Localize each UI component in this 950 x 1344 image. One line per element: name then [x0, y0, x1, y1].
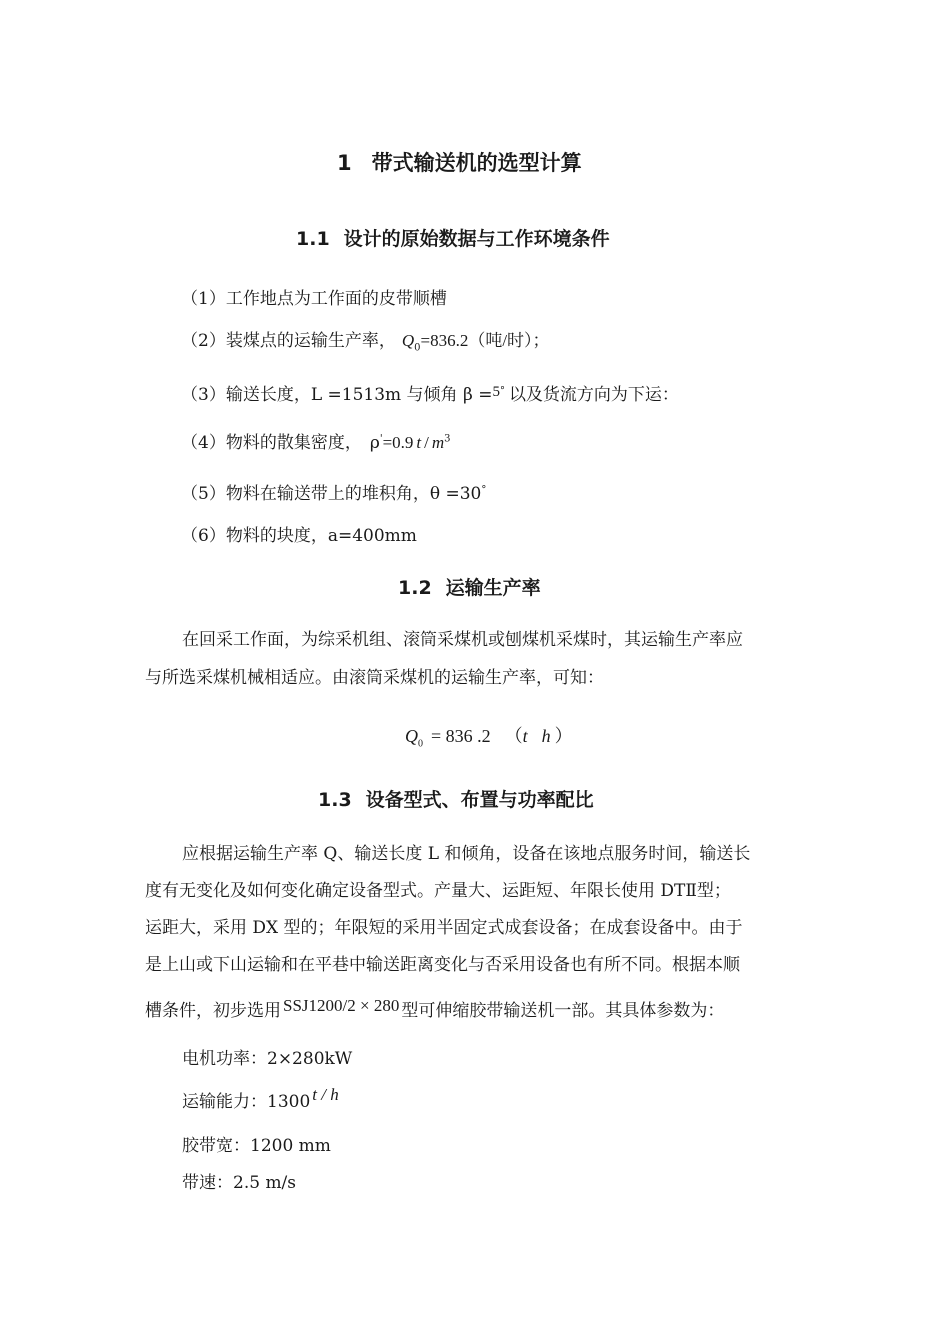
section-heading-1-3	[318, 785, 594, 812]
section-title: 设计的原始数据与工作环境条件	[343, 228, 610, 250]
item-prefix: （4）	[181, 433, 226, 453]
paragraph-line: 是上山或下山运输和在平巷中输送距离变化与否采用设备也有所不同。根据本顺	[145, 955, 740, 975]
degree-symbol: °	[499, 385, 505, 397]
paragraph-line: 应根据运输生产率 Q、输送长度 L 和倾角，设备在该地点服务时间，输送长	[182, 844, 751, 864]
list-item-5	[181, 479, 486, 504]
section-number: 1.3	[318, 789, 352, 811]
spec-capacity	[182, 1087, 339, 1112]
item-prefix: （5）	[181, 484, 226, 504]
chapter-number: 1	[337, 151, 352, 175]
section-number: 1.2	[398, 577, 432, 599]
item-text: 物料的块度，a=400mm	[225, 526, 417, 546]
item-text: 物料的散集密度，	[225, 433, 362, 453]
item-text: 输送长度，L =1513m 与倾角 β =	[225, 385, 493, 405]
degree-symbol: °	[481, 484, 487, 496]
section-heading-1-2	[398, 573, 541, 600]
paragraph-line: 运距大，采用 DX 型的；年限短的采用半固定式成套设备；在成套设备中。由于	[145, 918, 743, 938]
list-item-4	[181, 428, 451, 453]
spec-belt-width: 胶带宽：1200 mm	[182, 1136, 331, 1156]
item-text: 物料在输送带上的堆积角，θ =30	[225, 484, 482, 504]
section-title: 运输生产率	[445, 577, 541, 599]
spec-label: 运输能力：1300	[182, 1092, 311, 1112]
paragraph-line: 度有无变化及如何变化确定设备型式。产量大、运距短、年限长使用 DTⅡ型；	[145, 881, 731, 901]
paragraph-line	[145, 992, 724, 1030]
item-value: =836.2（吨/时）；	[420, 331, 550, 350]
section-heading-1-1	[296, 224, 610, 251]
unit-h: h	[541, 726, 551, 746]
unit-t: t	[522, 726, 528, 746]
list-item-6	[181, 521, 417, 546]
chapter-title: 带式输送机的选型计算	[371, 151, 582, 175]
item-prefix: （6）	[181, 526, 226, 546]
unit-t: t	[416, 433, 422, 452]
item-value: =0.9	[382, 433, 414, 452]
section-title: 设备型式、布置与功率配比	[365, 789, 594, 811]
item-prefix: （3）	[181, 385, 226, 405]
spec-power: 电机功率：2×280kW	[182, 1049, 353, 1069]
unit-exponent: 3	[444, 433, 451, 445]
equation-paren: ）	[554, 726, 573, 746]
angle-value: 5	[492, 384, 500, 400]
math-symbol: Q	[401, 331, 415, 350]
math-subscript: 0	[418, 738, 423, 750]
equation-paren: （	[504, 726, 523, 746]
item-tail: 以及货流方向为下运：	[508, 385, 679, 405]
item-prefix: （2）	[181, 331, 226, 351]
item-text: 工作地点为工作面的皮带顺槽	[225, 289, 447, 309]
paragraph-text: 槽条件，初步选用	[145, 1001, 281, 1021]
item-prefix: （1）	[181, 289, 226, 309]
unit-slash: /	[424, 433, 429, 452]
rho-symbol: ρ	[369, 433, 380, 453]
spec-unit: t / h	[312, 1085, 339, 1104]
spec-belt-speed: 带速：2.5 m/s	[182, 1173, 297, 1193]
math-subscript: 0	[414, 342, 421, 354]
equation-value: = 836 .2	[431, 726, 491, 746]
paragraph-line: 与所选采煤机械相适应。由滚筒采煤机的运输生产率，可知：	[145, 668, 604, 688]
equipment-model: SSJ1200/2 × 280	[283, 996, 400, 1015]
equation	[405, 722, 573, 750]
prime-symbol: '	[379, 433, 383, 445]
unit-m: m	[431, 433, 445, 452]
section-number: 1.1	[296, 228, 330, 250]
math-symbol: Q	[405, 726, 418, 746]
list-item-3	[181, 380, 679, 405]
paragraph-line: 在回采工作面，为综采机组、滚筒采煤机或刨煤机采煤时，其运输生产率应	[182, 630, 743, 650]
paragraph-text: 型可伸缩胶带输送机一部。其具体参数为：	[401, 1001, 725, 1021]
list-item-2	[181, 326, 550, 353]
list-item-1	[181, 284, 447, 309]
chapter-heading	[337, 147, 582, 177]
item-text: 装煤点的运输生产率，	[225, 331, 396, 351]
